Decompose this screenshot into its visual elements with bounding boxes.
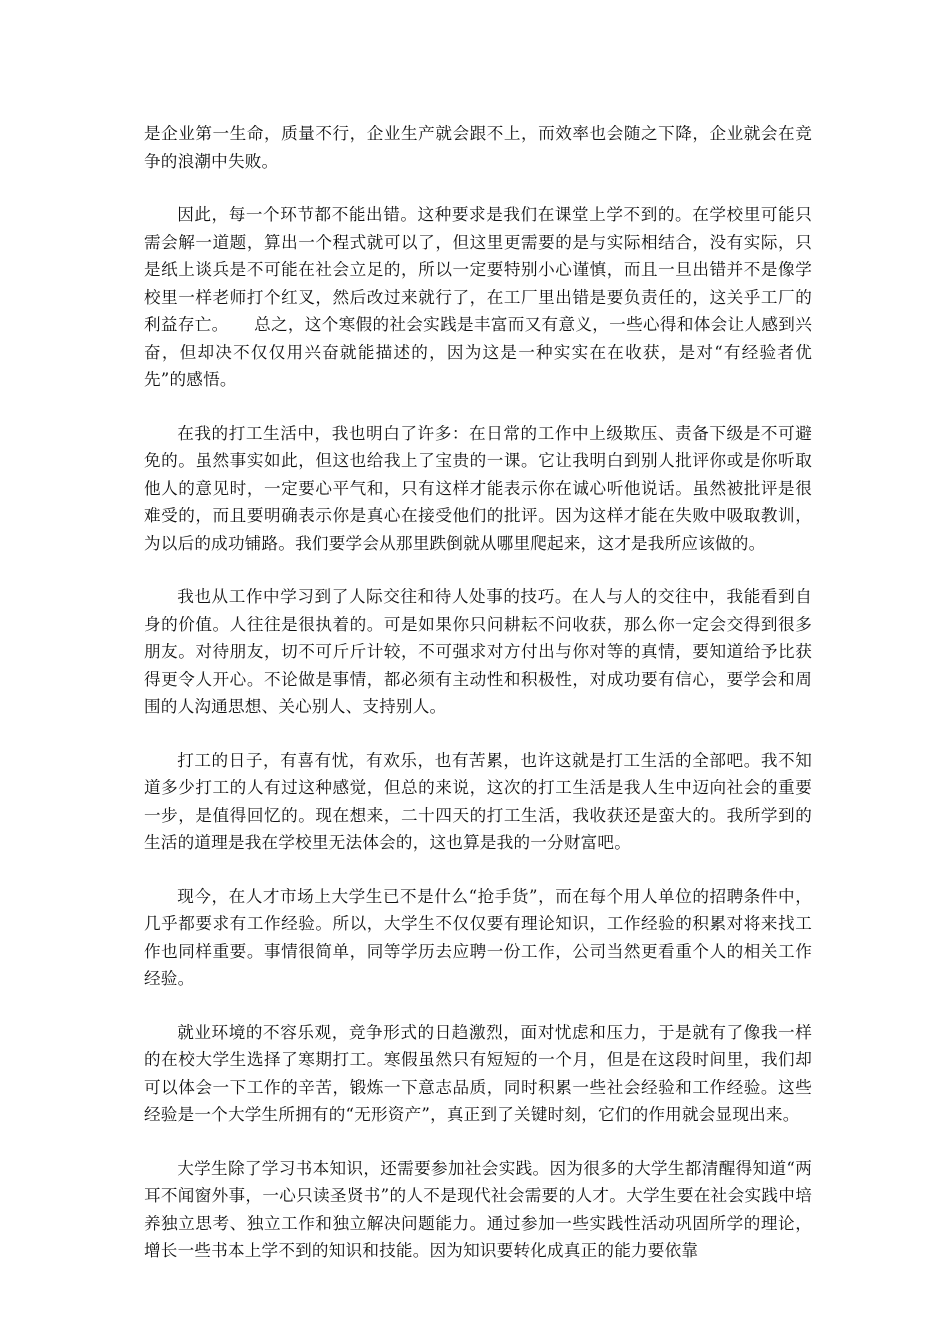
document-body — [144, 120, 812, 1291]
paragraph-5: 打工的日子，有喜有忧，有欢乐，也有苦累，也许这就是打工生活的全部吧。我不知道多少打工的人有过这种感觉，但总的来说，这次的打工生活是我人生中迈向社会的重要一步，是值得回忆的。现在想来，二十四天的打工生活，我收获还是蛮大的。我所学到的生活的道理是我在学校里无法体会的，这也算是我的一分财富吧。 — [144, 750, 812, 852]
paragraph-4: 我也从工作中学习到了人际交往和待人处事的技巧。在人与人的交往中，我能看到自身的价值。人往往是很执着的。可是如果你只问耕耘不问收获，那么你一定会交得到很多朋友。对待朋友，切不可斤斤计较，不可强求对方付出与你对等的真情，要知道给予比获得更令人开心。不论做是事情，都必须有主动性和积极性，对成功要有信心，要学会和周围的人沟通思想、关心别人、支持别人。 — [144, 587, 812, 716]
paragraph-3: 在我的打工生活中，我也明白了许多：在日常的工作中上级欺压、责备下级是不可避免的。虽然事实如此，但这也给我上了宝贵的一课。它让我明白到别人批评你或是你听取他人的意见时，一定要心平气和，只有这样才能表示你在诚心听他说话。虽然被批评是很难受的，而且要明确表示你是真心在接受他们的批评。因为这样才能在失败中吸取教训，为以后的成功铺路。我们要学会从那里跌倒就从哪里爬起来，这才是我所应该做的。 — [144, 423, 812, 553]
paragraph-7: 就业环境的不容乐观，竞争形式的日趋激烈，面对忧虑和压力，于是就有了像我一样的在校大学生选择了寒期打工。寒假虽然只有短短的一个月，但是在这段时间里，我们却可以体会一下工作的辛苦，锻炼一下意志品质，同时积累一些社会经验和工作经验。这些经验是一个大学生所拥有的“无形资产”，真正到了关键时刻，它们的作用就会显现出来。 — [144, 1022, 812, 1124]
paragraph-1: 是企业第一生命，质量不行，企业生产就会跟不上，而效率也会随之下降，企业就会在竞争的浪潮中失败。 — [144, 124, 812, 171]
paragraph-2: 因此，每一个环节都不能出错。这种要求是我们在课堂上学不到的。在学校里可能只需会解一道题，算出一个程式就可以了，但这里更需要的是与实际相结合，没有实际，只是纸上谈兵是不可能在社会立足的，所以一定要特别小心谨慎，而且一旦出错并不是像学校里一样老师打个红叉，然后改过来就行了，在工厂里出错是要负责任的，这关乎工厂的利益存亡。 总之，这个寒假的社会实践是丰富而又有意义，一些心得和体会让人感到兴奋，但却决不仅仅用兴奋就能描述的，因为这是一种实实在在收获，是对“有经验者优先”的感悟。 — [144, 205, 812, 389]
paragraph-8: 大学生除了学习书本知识，还需要参加社会实践。因为很多的大学生都清醒得知道“两耳不闻窗外事，一心只读圣贤书”的人不是现代社会需要的人才。大学生要在社会实践中培养独立思考、独立工作和独立解决问题能力。通过参加一些实践性活动巩固所学的理论，增长一些书本上学不到的知识和技能。因为知识要转化成真正的能力要依靠 — [144, 1158, 812, 1260]
paragraph-6: 现今，在人才市场上大学生已不是什么“抢手货”，而在每个用人单位的招聘条件中，几乎都要求有工作经验。所以，大学生不仅仅要有理论知识，工作经验的积累对将来找工作也同样重要。事情很简单，同等学历去应聘一份工作，公司当然更看重个人的相关工作经验。 — [144, 886, 812, 988]
